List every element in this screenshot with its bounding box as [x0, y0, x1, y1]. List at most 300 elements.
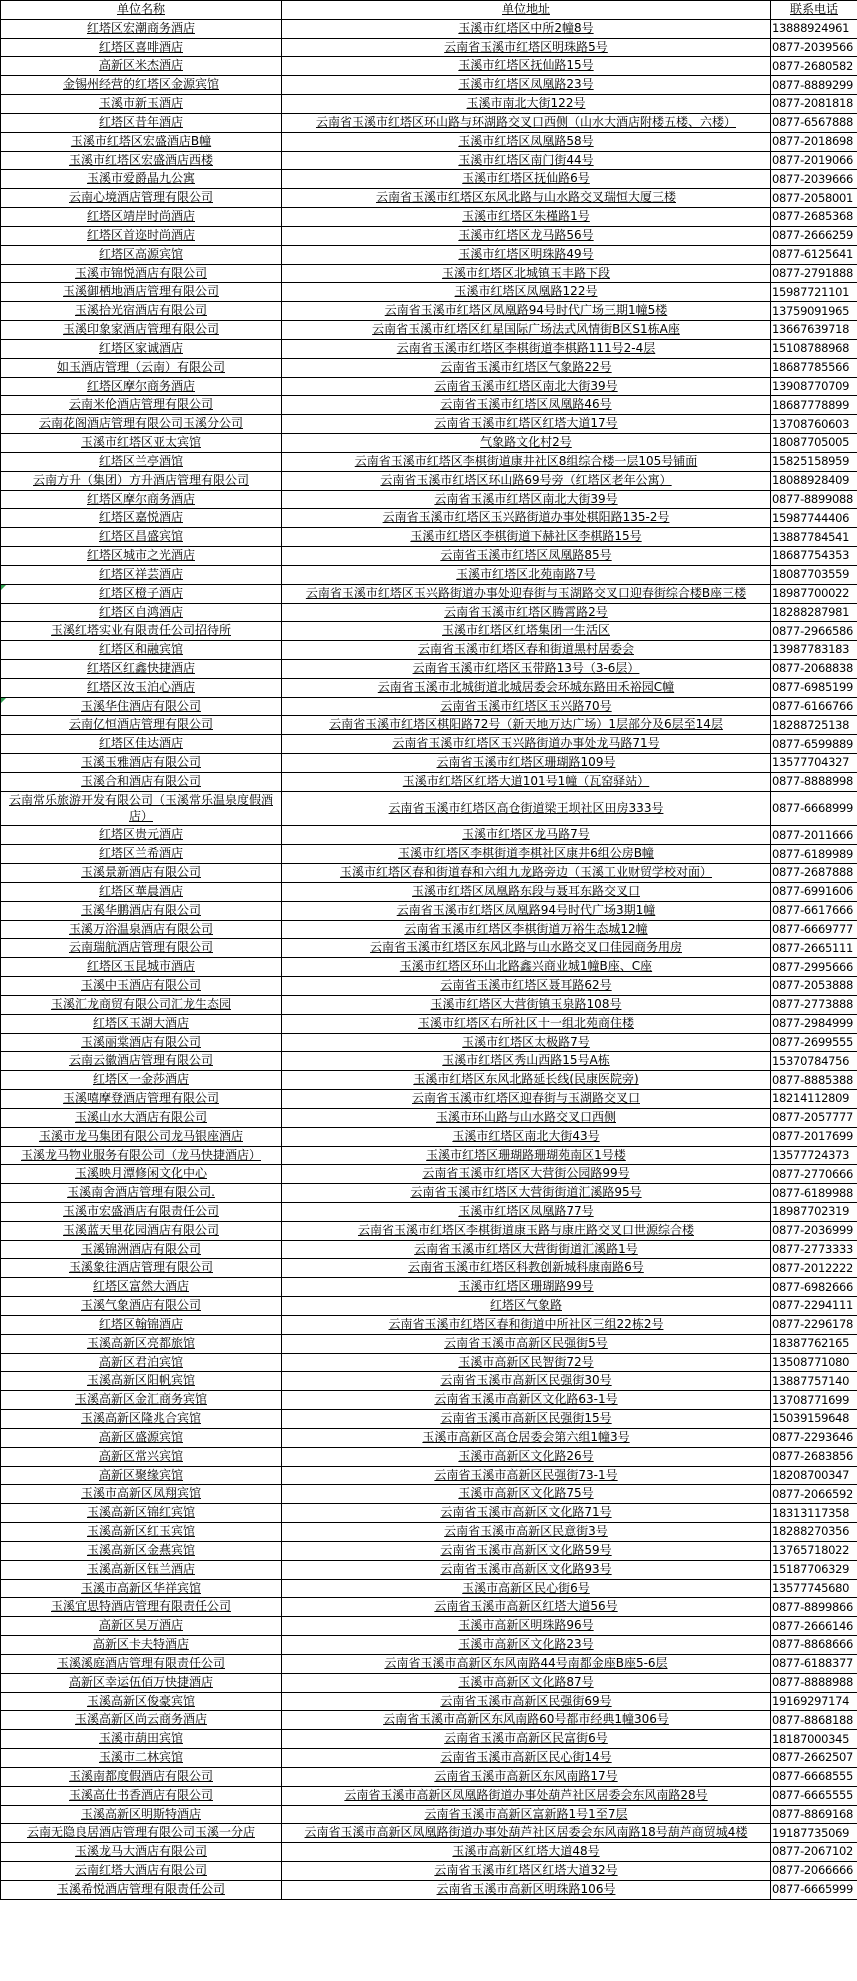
unit-address-cell: 玉溪市高新区民智街72号 [282, 1353, 771, 1372]
phone-cell: 18208700347 [771, 1466, 857, 1485]
phone-cell: 0877-6166766 [771, 697, 857, 716]
unit-address-cell: 玉溪市红塔区秀山西路15号A栋 [282, 1052, 771, 1071]
unit-name-cell: 红塔区摩尔商务酒店 [1, 377, 282, 396]
table-row [1, 1711, 857, 1730]
unit-name-cell: 玉溪象往酒店管理有限公司 [1, 1259, 282, 1278]
table-row [1, 1410, 857, 1429]
phone-cell: 18687754353 [771, 547, 857, 566]
phone-cell: 0877-6985199 [771, 678, 857, 697]
table-row [1, 1560, 857, 1579]
table-row [1, 283, 857, 302]
unit-address-cell: 云南省玉溪市红塔区玉带路13号（3-6层） [282, 659, 771, 678]
unit-name-cell: 云南方升（集团）方升酒店管理有限公司 [1, 471, 282, 490]
unit-address-cell: 玉溪市红塔区李棋街道李棋社区康井6组公房B幢 [282, 845, 771, 864]
table-row [1, 882, 857, 901]
unit-address-cell: 云南省玉溪市高新区民强街5号 [282, 1334, 771, 1353]
unit-name-cell: 玉溪龙马物业服务有限公司（龙马快捷酒店） [1, 1146, 282, 1165]
unit-address-cell: 玉溪市红塔区朱槿路1号 [282, 208, 771, 227]
unit-name-cell: 玉溪市红塔区宏盛酒店西楼 [1, 151, 282, 170]
unit-name-cell: 玉溪高新区阳帆宾馆 [1, 1372, 282, 1391]
unit-address-cell: 玉溪市南北大街122号 [282, 95, 771, 114]
unit-address-cell: 云南省玉溪市高新区文化路71号 [282, 1504, 771, 1523]
unit-address-cell: 云南省玉溪市高新区东风南路60号都市经典1幢306号 [282, 1711, 771, 1730]
phone-cell: 0877-2770666 [771, 1165, 857, 1184]
table-row [1, 1749, 857, 1768]
table-row [1, 189, 857, 208]
unit-address-cell: 云南省玉溪市高新区文化路93号 [282, 1560, 771, 1579]
unit-address-cell: 玉溪市红塔区北城镇玉丰路下段 [282, 264, 771, 283]
phone-cell: 0877-2294111 [771, 1297, 857, 1316]
phone-cell: 0877-2683856 [771, 1447, 857, 1466]
unit-name-cell: 玉溪溪庭酒店管理有限责任公司 [1, 1654, 282, 1673]
phone-cell: 0877-8888998 [771, 772, 857, 791]
unit-name-cell: 金锡州经营的红塔区金源宾馆 [1, 76, 282, 95]
unit-address-cell: 玉溪市红塔区凤凰路58号 [282, 132, 771, 151]
unit-address-cell: 玉溪市红塔区南北大街43号 [282, 1127, 771, 1146]
unit-name-cell: 玉溪映月潭修闲文化中心 [1, 1165, 282, 1184]
phone-cell: 0877-2666146 [771, 1617, 857, 1636]
unit-name-cell: 玉溪中玉酒店有限公司 [1, 977, 282, 996]
unit-name-cell: 红塔区城市之光酒店 [1, 547, 282, 566]
phone-cell: 0877-2685368 [771, 208, 857, 227]
unit-address-cell: 云南省玉溪市高新区东风南路17号 [282, 1767, 771, 1786]
unit-name-cell: 红塔区嘉悦酒店 [1, 509, 282, 528]
unit-address-cell: 玉溪市红塔区右所社区十一组北苑商住楼 [282, 1014, 771, 1033]
phone-cell: 0877-8869168 [771, 1805, 857, 1824]
phone-cell: 0877-2662507 [771, 1749, 857, 1768]
unit-address-cell: 玉溪市环山路与山水路交叉口西侧 [282, 1108, 771, 1127]
table-row [1, 452, 857, 471]
table-row [1, 920, 857, 939]
table-row [1, 565, 857, 584]
phone-cell: 0877-2057777 [771, 1108, 857, 1127]
phone-cell: 0877-2053888 [771, 977, 857, 996]
table-row [1, 1617, 857, 1636]
unit-name-cell: 玉溪市高新区凤翔宾馆 [1, 1485, 282, 1504]
phone-cell: 15108788968 [771, 339, 857, 358]
unit-name-cell: 玉溪市红塔区亚太宾馆 [1, 434, 282, 453]
unit-address-cell: 玉溪市红塔区珊瑚路珊瑚苑南区1号楼 [282, 1146, 771, 1165]
unit-address-cell: 云南省玉溪市高新区民强街30号 [282, 1372, 771, 1391]
unit-name-cell: 红塔区玉湖大酒店 [1, 1014, 282, 1033]
phone-cell: 0877-6669777 [771, 920, 857, 939]
table-row [1, 19, 857, 38]
unit-address-cell: 玉溪市红塔区红塔大道101号1幢（瓦窑驿站） [282, 772, 771, 791]
table-row [1, 1447, 857, 1466]
phone-cell: 0877-2665111 [771, 939, 857, 958]
table-row [1, 1541, 857, 1560]
unit-name-cell: 玉溪嘻摩登酒店管理有限公司 [1, 1090, 282, 1109]
table-row [1, 208, 857, 227]
unit-address-cell: 云南省玉溪市红塔区玉兴路70号 [282, 697, 771, 716]
table-row [1, 772, 857, 791]
unit-address-cell: 玉溪市红塔区凤凰路东段与聂耳东路交叉口 [282, 882, 771, 901]
table-row [1, 1485, 857, 1504]
phone-cell: 0877-2687888 [771, 864, 857, 883]
unit-address-cell: 玉溪市红塔区东风北路延长线(民康医院旁) [282, 1071, 771, 1090]
unit-name-cell: 玉溪华住酒店有限公司 [1, 697, 282, 716]
table-row [1, 377, 857, 396]
phone-cell: 18987700022 [771, 584, 857, 603]
unit-name-cell: 高新区昊万酒店 [1, 1617, 282, 1636]
table-row [1, 1203, 857, 1222]
phone-cell: 0877-2011666 [771, 826, 857, 845]
unit-name-cell: 玉溪南都度假酒店有限公司 [1, 1767, 282, 1786]
unit-address-cell: 玉溪市红塔区春和街道春和六组九龙路旁边（玉溪工业财贸学校对面） [282, 864, 771, 883]
unit-name-cell: 红塔区宏潮商务酒店 [1, 19, 282, 38]
unit-address-cell: 玉溪市红塔区凤凰路77号 [282, 1203, 771, 1222]
phone-cell: 13765718022 [771, 1541, 857, 1560]
table-row [1, 1504, 857, 1523]
unit-address-cell: 玉溪市高新区红塔大道48号 [282, 1843, 771, 1862]
unit-address-cell: 玉溪市红塔区抚仙路6号 [282, 170, 771, 189]
unit-address-cell: 云南省玉溪市高新区民意街3号 [282, 1523, 771, 1542]
unit-address-cell: 云南省玉溪市红塔区东风北路与山水路交叉口佳园商务用房 [282, 939, 771, 958]
phone-cell: 18214112809 [771, 1090, 857, 1109]
phone-cell: 0877-2039566 [771, 38, 857, 57]
phone-cell: 18288725138 [771, 716, 857, 735]
unit-name-cell: 玉溪南舍酒店管理有限公司. [1, 1184, 282, 1203]
table-row [1, 716, 857, 735]
unit-address-cell: 云南省玉溪市红塔区李棋街道康井社区8组综合楼一层105号铺面 [282, 452, 771, 471]
table-row [1, 1033, 857, 1052]
unit-address-cell: 云南省玉溪市红塔区腾霄路2号 [282, 603, 771, 622]
unit-address-cell: 云南省玉溪市高新区民富街6号 [282, 1730, 771, 1749]
unit-address-cell: 云南省玉溪市红塔区南北大街39号 [282, 490, 771, 509]
unit-name-cell: 玉溪市龙马集团有限公司龙马银座酒店 [1, 1127, 282, 1146]
phone-cell: 18187000345 [771, 1730, 857, 1749]
table-body [1, 19, 857, 1899]
table-row [1, 1523, 857, 1542]
unit-name-cell: 红塔区昔年酒店 [1, 113, 282, 132]
unit-name-cell: 玉溪高新区俊豪宾馆 [1, 1692, 282, 1711]
table-row [1, 977, 857, 996]
phone-cell: 13887784541 [771, 528, 857, 547]
phone-cell: 18687778899 [771, 396, 857, 415]
unit-name-cell: 云南花阁酒店管理有限公司玉溪分公司 [1, 415, 282, 434]
phone-cell: 18088928409 [771, 471, 857, 490]
table-row [1, 1730, 857, 1749]
unit-name-cell: 玉溪高新区金汇商务宾馆 [1, 1391, 282, 1410]
phone-cell: 18687785566 [771, 358, 857, 377]
table-row [1, 1353, 857, 1372]
phone-cell: 0877-2039666 [771, 170, 857, 189]
table-row [1, 1052, 857, 1071]
unit-address-cell: 玉溪市高新区民心街6号 [282, 1579, 771, 1598]
phone-cell: 13508771080 [771, 1353, 857, 1372]
phone-cell: 0877-2966586 [771, 622, 857, 641]
table-row [1, 1071, 857, 1090]
table-row [1, 1692, 857, 1711]
table-row [1, 1184, 857, 1203]
phone-cell: 15987721101 [771, 283, 857, 302]
unit-name-cell: 红塔区和融宾馆 [1, 641, 282, 660]
header-unit-name: 单位名称 [1, 1, 282, 20]
unit-name-cell: 红塔区自鸿酒店 [1, 603, 282, 622]
unit-name-cell: 玉溪市爱爵晶九公寓 [1, 170, 282, 189]
phone-cell: 0877-6991606 [771, 882, 857, 901]
phone-cell: 0877-2066592 [771, 1485, 857, 1504]
unit-address-cell: 玉溪市红塔区太极路7号 [282, 1033, 771, 1052]
table-row [1, 754, 857, 773]
table-row [1, 1278, 857, 1297]
phone-cell: 15987744406 [771, 509, 857, 528]
header-phone: 联系电话 [771, 1, 857, 20]
unit-address-cell: 玉溪市红塔区抚仙路15号 [282, 57, 771, 76]
unit-address-cell: 玉溪市高新区文化路87号 [282, 1673, 771, 1692]
table-row [1, 1240, 857, 1259]
phone-cell: 19169297174 [771, 1692, 857, 1711]
table-row [1, 339, 857, 358]
unit-address-cell: 玉溪市红塔区明珠路49号 [282, 245, 771, 264]
table-row [1, 1805, 857, 1824]
phone-cell: 15825158959 [771, 452, 857, 471]
phone-cell: 0877-2680582 [771, 57, 857, 76]
unit-address-cell: 玉溪市红塔区中所2幢8号 [282, 19, 771, 38]
unit-name-cell: 玉溪市红塔区宏盛酒店B幢 [1, 132, 282, 151]
unit-address-cell: 玉溪市红塔区凤凰路122号 [282, 283, 771, 302]
unit-address-cell: 云南省玉溪市红塔区李棋街道康玉路与康庄路交叉口世源综合楼 [282, 1221, 771, 1240]
table-row [1, 1636, 857, 1655]
unit-address-cell: 云南省玉溪市高新区文化路63-1号 [282, 1391, 771, 1410]
unit-name-cell: 玉溪华鹏酒店有限公司 [1, 901, 282, 920]
phone-cell: 18087705005 [771, 434, 857, 453]
table-row [1, 264, 857, 283]
table-row [1, 697, 857, 716]
table-row [1, 622, 857, 641]
unit-name-cell: 云南心境酒店管理有限公司 [1, 189, 282, 208]
unit-name-cell: 玉溪市高新区华祥宾馆 [1, 1579, 282, 1598]
unit-name-cell: 红塔区一金莎酒店 [1, 1071, 282, 1090]
unit-name-cell: 云南瑞航酒店管理有限公司 [1, 939, 282, 958]
unit-address-cell: 云南省玉溪市红塔区科教创新城科康南路6号 [282, 1259, 771, 1278]
unit-name-cell: 红塔区祥芸酒店 [1, 565, 282, 584]
phone-cell: 0877-8868188 [771, 1711, 857, 1730]
unit-name-cell: 红塔区高源宾馆 [1, 245, 282, 264]
unit-name-cell: 玉溪丽棠酒店有限公司 [1, 1033, 282, 1052]
table-row [1, 641, 857, 660]
header-unit-address: 单位地址 [282, 1, 771, 20]
unit-address-cell: 玉溪市高新区文化路26号 [282, 1447, 771, 1466]
unit-address-cell: 云南省玉溪市红塔区凤凰路94号时代广场三期1幢5楼 [282, 302, 771, 321]
table-row [1, 245, 857, 264]
table-row [1, 659, 857, 678]
unit-name-cell: 高新区常兴宾馆 [1, 1447, 282, 1466]
table-row [1, 509, 857, 528]
unit-name-cell: 玉溪山水大酒店有限公司 [1, 1108, 282, 1127]
unit-name-cell: 红塔区红鑫快捷酒店 [1, 659, 282, 678]
unit-name-cell: 玉溪高新区钰兰酒店 [1, 1560, 282, 1579]
unit-address-cell: 云南省玉溪市红塔区玉兴路街道办事处龙马路71号 [282, 735, 771, 754]
phone-cell: 0877-6668999 [771, 791, 857, 826]
unit-name-cell: 红塔区玉昆城市酒店 [1, 958, 282, 977]
unit-address-cell: 云南省玉溪市高新区文化路59号 [282, 1541, 771, 1560]
phone-cell: 0877-6617666 [771, 901, 857, 920]
unit-name-cell: 玉溪汇龙商贸有限公司汇龙生态园 [1, 995, 282, 1014]
unit-address-cell: 云南省玉溪市红塔区气象路22号 [282, 358, 771, 377]
table-row [1, 490, 857, 509]
unit-address-cell: 云南省玉溪市红塔区珊瑚路109号 [282, 754, 771, 773]
phone-cell: 0877-6665555 [771, 1786, 857, 1805]
table-row [1, 1090, 857, 1109]
unit-address-cell: 云南省玉溪市红塔区棋阳路72号（新天地万达广场）1层部分及6层至14层 [282, 716, 771, 735]
unit-name-cell: 云南米伦酒店管理有限公司 [1, 396, 282, 415]
unit-address-cell: 云南省玉溪市红塔区大营街街道汇溪路95号 [282, 1184, 771, 1203]
unit-address-cell: 云南省玉溪市红塔区东风北路与山水路交叉瑞恒大厦三楼 [282, 189, 771, 208]
unit-name-cell: 玉溪市锦悦酒店有限公司 [1, 264, 282, 283]
table-row [1, 1428, 857, 1447]
unit-name-cell: 红塔区兰亭酒馆 [1, 452, 282, 471]
unit-name-cell: 高新区盛源宾馆 [1, 1428, 282, 1447]
table-row [1, 1146, 857, 1165]
unit-name-cell: 玉溪高新区尚云商务酒店 [1, 1711, 282, 1730]
table-row [1, 1259, 857, 1278]
unit-address-cell: 云南省玉溪市高新区民强街73-1号 [282, 1466, 771, 1485]
unit-address-cell: 玉溪市红塔区北苑南路7号 [282, 565, 771, 584]
table-row [1, 321, 857, 340]
table-row [1, 1673, 857, 1692]
unit-address-cell: 玉溪市高新区明珠路96号 [282, 1617, 771, 1636]
phone-cell: 13908770709 [771, 377, 857, 396]
unit-name-cell: 玉溪市葫田宾馆 [1, 1730, 282, 1749]
unit-name-cell: 玉溪高新区亮都旅馆 [1, 1334, 282, 1353]
table-row [1, 584, 857, 603]
unit-name-cell: 玉溪御栖地酒店管理有限公司 [1, 283, 282, 302]
unit-name-cell: 玉溪印象家酒店管理有限公司 [1, 321, 282, 340]
table-row [1, 434, 857, 453]
table-row [1, 1786, 857, 1805]
unit-name-cell: 云南无隐良居酒店管理有限公司玉溪一分店 [1, 1824, 282, 1843]
unit-name-cell: 玉溪气象酒店有限公司 [1, 1297, 282, 1316]
unit-name-cell: 高新区聚缘宾馆 [1, 1466, 282, 1485]
phone-cell: 0877-2017699 [771, 1127, 857, 1146]
unit-name-cell: 玉溪高新区明斯特酒店 [1, 1805, 282, 1824]
phone-cell: 0877-2081818 [771, 95, 857, 114]
unit-address-cell: 玉溪市红塔区珊瑚路99号 [282, 1278, 771, 1297]
unit-address-cell: 云南省玉溪市红塔区聂耳路62号 [282, 977, 771, 996]
table-row [1, 38, 857, 57]
unit-address-cell: 云南省玉溪市红塔区李棋街道李棋路111号2-4层 [282, 339, 771, 358]
unit-address-cell: 云南省玉溪市红塔区红星国际广场法式风情街B区S1栋A座 [282, 321, 771, 340]
unit-name-cell: 红塔区昌盛宾馆 [1, 528, 282, 547]
unit-address-cell: 玉溪市红塔区李棋街道下赫社区李棋路15号 [282, 528, 771, 547]
unit-name-cell: 红塔区佳达酒店 [1, 735, 282, 754]
table-row [1, 995, 857, 1014]
table-row [1, 547, 857, 566]
phone-cell: 0877-2036999 [771, 1221, 857, 1240]
phone-cell: 0877-6665999 [771, 1880, 857, 1899]
unit-name-cell: 玉溪锦洲酒店有限公司 [1, 1240, 282, 1259]
table-row [1, 1880, 857, 1899]
unit-name-cell: 玉溪高仕书香酒店有限公司 [1, 1786, 282, 1805]
table-row [1, 735, 857, 754]
unit-name-cell: 高新区卡夫特酒店 [1, 1636, 282, 1655]
unit-address-cell: 云南省玉溪市红塔区高仓街道梁王坝社区田房333号 [282, 791, 771, 826]
unit-address-cell: 云南省玉溪市红塔区环山路与环湖路交叉口西侧（山水大酒店附楼五楼、六楼） [282, 113, 771, 132]
unit-address-cell: 云南省玉溪市红塔区大营街街道汇溪路1号 [282, 1240, 771, 1259]
unit-address-cell: 云南省玉溪市北城街道北城居委会环城东路田禾裕园C幢 [282, 678, 771, 697]
table-row [1, 1221, 857, 1240]
unit-address-cell: 云南省玉溪市红塔区环山路69号旁（红塔区老年公寓） [282, 471, 771, 490]
table-row [1, 958, 857, 977]
table-row [1, 864, 857, 883]
phone-cell: 0877-2019066 [771, 151, 857, 170]
unit-address-cell: 玉溪市红塔区凤凰路23号 [282, 76, 771, 95]
unit-address-cell: 云南省玉溪市红塔区李棋街道万裕生态城12幢 [282, 920, 771, 939]
table-row [1, 1391, 857, 1410]
table-row [1, 791, 857, 826]
phone-cell: 15187706329 [771, 1560, 857, 1579]
phone-cell: 0877-2773888 [771, 995, 857, 1014]
phone-cell: 0877-2068838 [771, 659, 857, 678]
unit-name-cell: 红塔区橙子酒店 [1, 584, 282, 603]
unit-name-cell: 红塔区摩尔商务酒店 [1, 490, 282, 509]
unit-address-cell: 云南省玉溪市红塔区玉兴路街道办事处棋阳路135-2号 [282, 509, 771, 528]
unit-name-cell: 玉溪玉雅酒店有限公司 [1, 754, 282, 773]
table-row [1, 1014, 857, 1033]
phone-cell: 0877-2058001 [771, 189, 857, 208]
phone-cell: 0877-2984999 [771, 1014, 857, 1033]
unit-address-cell: 云南省玉溪市红塔区玉兴路街道办事处迎春街与玉湖路交叉口迎春街综合楼B座三楼 [282, 584, 771, 603]
phone-cell: 18288270356 [771, 1523, 857, 1542]
phone-cell: 0877-2066666 [771, 1861, 857, 1880]
phone-cell: 0877-6982666 [771, 1278, 857, 1297]
phone-cell: 18313117358 [771, 1504, 857, 1523]
unit-address-cell: 云南省玉溪市高新区红塔大道56号 [282, 1598, 771, 1617]
unit-name-cell: 高新区幸运伍佰万快捷酒店 [1, 1673, 282, 1692]
unit-name-cell: 云南云徽酒店管理有限公司 [1, 1052, 282, 1071]
phone-cell: 18987702319 [771, 1203, 857, 1222]
unit-name-cell: 红塔区汝玉泊心酒店 [1, 678, 282, 697]
table-row [1, 151, 857, 170]
unit-name-cell: 玉溪高新区红玉宾馆 [1, 1523, 282, 1542]
unit-name-cell: 玉溪拾光宿酒店有限公司 [1, 302, 282, 321]
phone-cell: 0877-2018698 [771, 132, 857, 151]
phone-cell: 18288287981 [771, 603, 857, 622]
unit-name-cell: 红塔区富然大酒店 [1, 1278, 282, 1297]
phone-cell: 13987783183 [771, 641, 857, 660]
table-row [1, 1297, 857, 1316]
unit-address-cell: 云南省玉溪市高新区民强街15号 [282, 1410, 771, 1429]
phone-cell: 13759091965 [771, 302, 857, 321]
table-row [1, 170, 857, 189]
phone-cell: 0877-8868666 [771, 1636, 857, 1655]
phone-cell: 19187735069 [771, 1824, 857, 1843]
unit-address-cell: 云南省玉溪市红塔区凤凰路94号时代广场3期1幢 [282, 901, 771, 920]
unit-name-cell: 高新区君泊宾馆 [1, 1353, 282, 1372]
unit-address-cell: 玉溪市红塔区龙马路7号 [282, 826, 771, 845]
unit-name-cell: 云南红塔大酒店有限公司 [1, 1861, 282, 1880]
phone-cell: 0877-8885388 [771, 1071, 857, 1090]
unit-name-cell: 红塔区兰希酒店 [1, 845, 282, 864]
table-row [1, 113, 857, 132]
table-row [1, 1108, 857, 1127]
unit-address-cell: 云南省玉溪市红塔区迎春街与玉湖路交叉口 [282, 1090, 771, 1109]
table-row [1, 826, 857, 845]
table-row [1, 1824, 857, 1843]
phone-cell: 13708760603 [771, 415, 857, 434]
unit-name-cell: 玉溪市新玉酒店 [1, 95, 282, 114]
phone-cell: 0877-6189988 [771, 1184, 857, 1203]
unit-name-cell: 红塔区華晨酒店 [1, 882, 282, 901]
table-row [1, 528, 857, 547]
unit-name-cell: 高新区米杰酒店 [1, 57, 282, 76]
phone-cell: 18387762165 [771, 1334, 857, 1353]
unit-name-cell: 玉溪宜思特酒店管理有限责任公司 [1, 1598, 282, 1617]
phone-cell: 15370784756 [771, 1052, 857, 1071]
phone-cell: 13888924961 [771, 19, 857, 38]
phone-cell: 13667639718 [771, 321, 857, 340]
